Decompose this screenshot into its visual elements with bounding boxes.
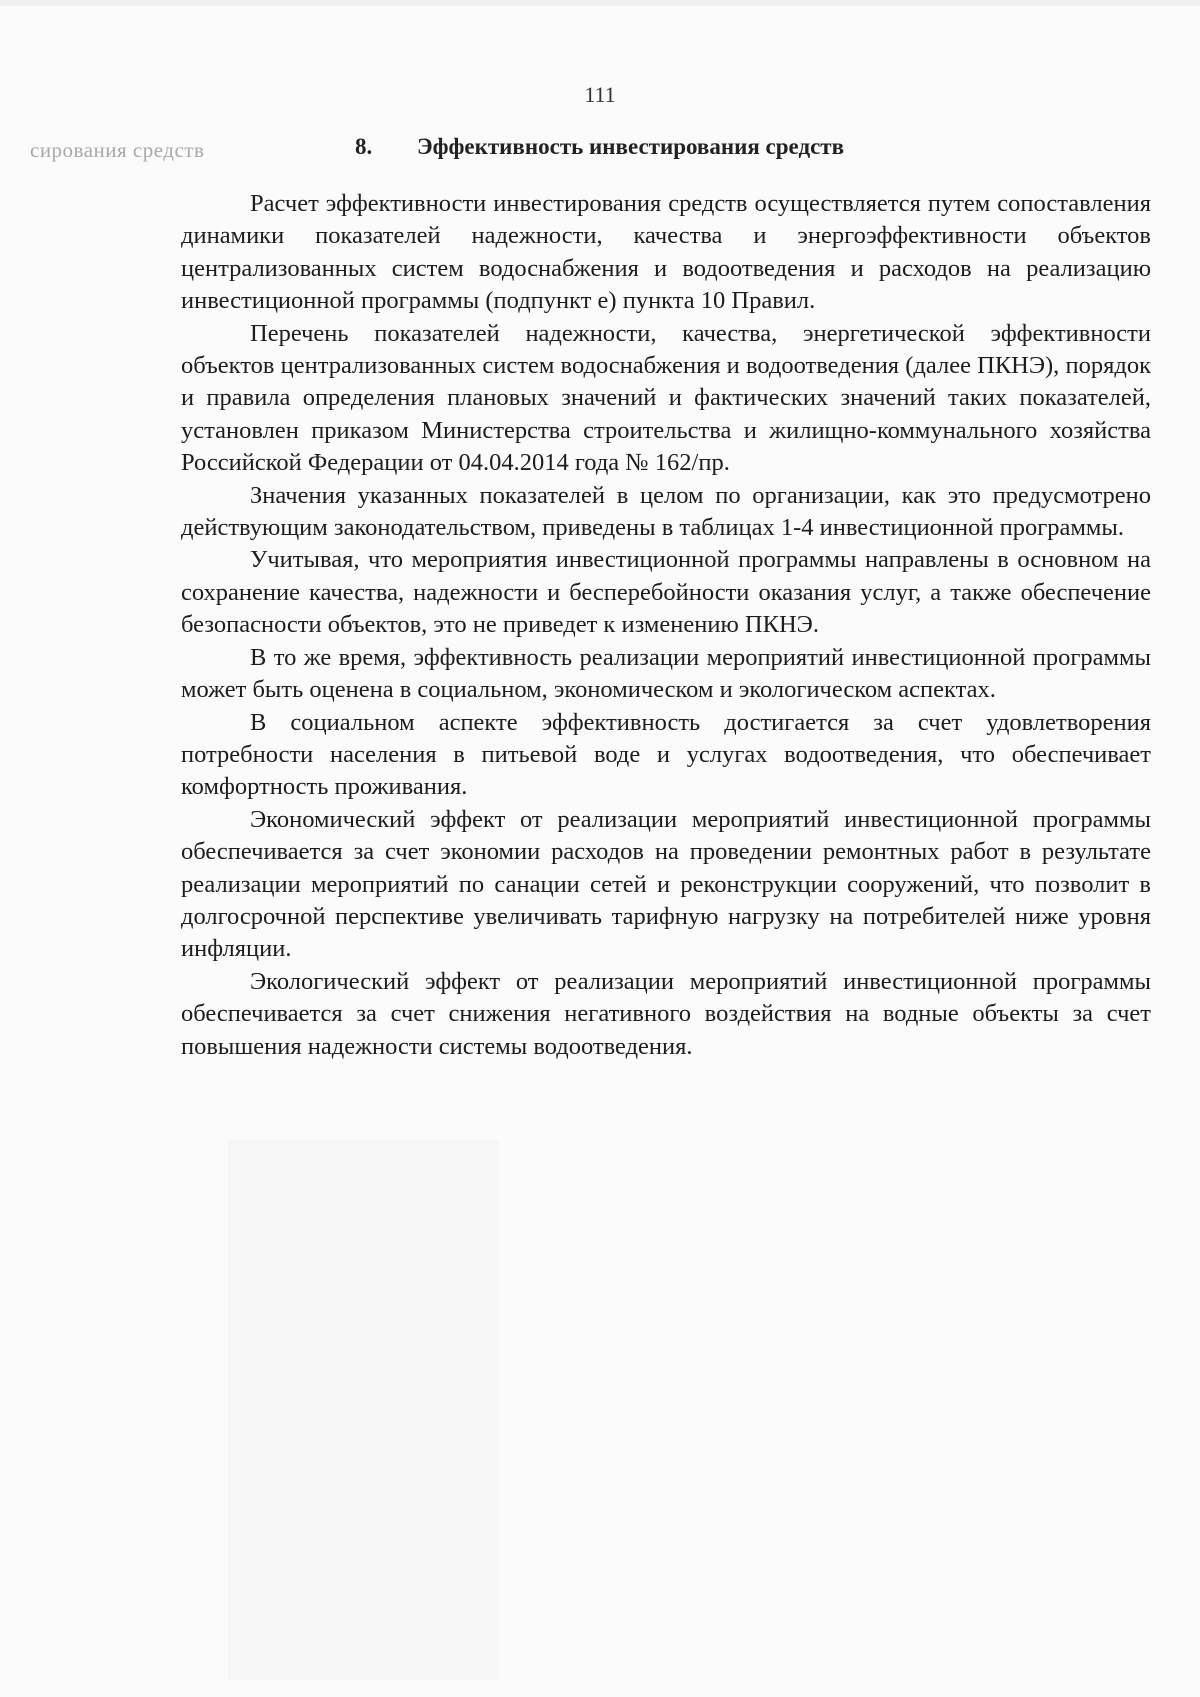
body-text (181, 188, 1151, 1063)
scan-bleed-through (228, 1140, 498, 1680)
paragraph: Экологический эффект от реализации мероприятий инвестиционной программы обеспечивается за счет снижения негативного воздействия на водные объекты за счет повышения надежности системы водоотведения. (181, 967, 1151, 1060)
section-number: 8. (355, 134, 373, 159)
page-number: 111 (584, 82, 616, 107)
paragraph: В социальном аспекте эффективность достигается за счет удовлетворения потребности населения в питьевой воде и услугах водоотведения, что обеспечивает комфортность проживания. (181, 708, 1151, 801)
paragraph: Расчет эффективности инвестирования средств осуществляется путем сопоставления динамики показателей надежности, качества и энергоэффективности объектов централизованных систем водоснабжения и водоотведения и расходов на реализацию инвестиционной программы (подпункт е) пункта 10 Правил. (181, 190, 1151, 315)
paragraph: Значения указанных показателей в целом по организации, как это предусмотрено действующим законодательством, приведены в таблицах 1-4 инвестиционной программы. (181, 481, 1151, 542)
section-heading (355, 134, 844, 160)
section-title: Эффективность инвестирования средств (417, 134, 845, 159)
paragraph: В то же время, эффективность реализации мероприятий инвестиционной программы может быть оценена в социальном, экономическом и экологическом аспектах. (181, 643, 1151, 704)
paragraph: Экономический эффект от реализации мероприятий инвестиционной программы обеспечивается за счет экономии расходов на проведении ремонтных работ в результате реализации мероприятий по санации сетей и реконструкции сооружений, что позволит в долгосрочной перспективе увеличивать тарифную нагрузку на потребителей ниже уровня инфляции. (181, 805, 1151, 963)
faint-bleed-header: сирования средств (30, 138, 205, 162)
paragraph: Учитывая, что мероприятия инвестиционной программы направлены в основном на сохранение качества, надежности и бесперебойности оказания услуг, а также обеспечение безопасности объектов, это не приведет к изменению ПКНЭ. (181, 546, 1151, 639)
scan-edge-top (0, 0, 1200, 6)
paragraph: Перечень показателей надежности, качества, энергетической эффективности объектов централизованных систем водоснабжения и водоотведения (далее ПКНЭ), порядок и правила определения плановых значений и фактических значений таких показателей, установлен приказом Министерства строительства и жилищно-коммунального хозяйства Российской Федерации от 04.04.2014 года № 162/пр. (181, 319, 1151, 477)
